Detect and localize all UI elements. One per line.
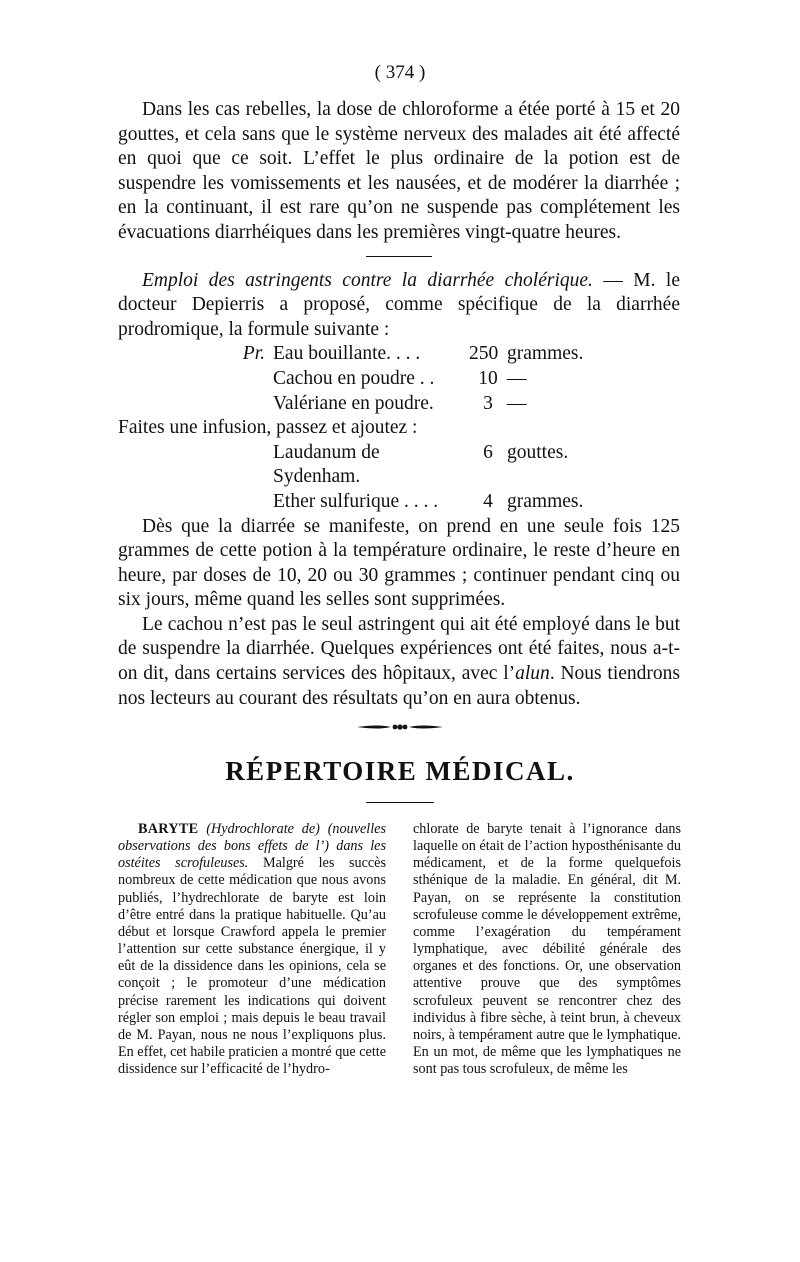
ornament-divider (0, 720, 800, 739)
section-intro: — M. le docteur Depierris a proposé, comme spécifique de la diarrhée prodromique, la formule suivante : (118, 269, 680, 340)
formula-row (118, 392, 680, 417)
paragraph-dosage: Dès que la diarrée se manifeste, on prend en une seule fois 125 grammes de cette potion à la température ordinaire, le reste d’heure en heure, par doses de 10, 20 ou 30 grammes ; continuer pendant cinq ou six jours, même quand les selles sont supprimées. (118, 515, 680, 611)
instruction-line: Faites une infusion, passez et ajoutez : (118, 417, 418, 439)
formula-row (118, 342, 680, 367)
paragraph-cachou-end: . Nous tiendrons nos lecteurs au courant des résultats qu’on en aura obtenus. (118, 663, 680, 709)
ingredient-qty: 3 (483, 392, 493, 414)
formula-block-1 (118, 342, 680, 416)
ingredient-name: Cachou en poudre . . (273, 367, 435, 389)
paragraph-astringents (118, 269, 680, 343)
ornament-icon (357, 720, 443, 734)
ingredient-qty: 4 (483, 490, 493, 512)
ingredient-unit: grammes. (507, 343, 584, 365)
ingredient-qty: 10 (478, 367, 498, 389)
paragraph-cachou (118, 613, 680, 711)
ingredient-unit: — (507, 392, 527, 414)
ingredient-name: Valériane en poudre. (273, 392, 434, 414)
repertoire-title: RÉPERTOIRE MÉDICAL. (225, 756, 575, 786)
formula-block-2 (118, 441, 680, 515)
formula-row (118, 441, 680, 490)
ingredient-unit: grammes. (507, 490, 584, 512)
paragraph-chloroform: Dans les cas rebelles, la dose de chloroforme a étée porté à 15 et 20 gouttes, et cela sans que le système nerveux des malades ait été affecté en quoi que ce soit. L’effet le plus ordinaire de la potion est de suspendre les vomissements et les nausées, et de modérer la diarrhée ; en la continuant, il est rare qu’on ne suspende pas complétement les évacuations diarrhéiques dans les premières vingt-quatre heures. (118, 99, 680, 243)
column-right (413, 821, 681, 1078)
entry-baryte (118, 821, 386, 1078)
formula-prefix: Pr. (242, 343, 265, 365)
ingredient-name: Eau bouillante. . . . (273, 343, 421, 365)
ingredient-unit: gouttes. (507, 441, 569, 463)
title-rule (366, 802, 434, 803)
ingredient-unit: — (507, 367, 527, 389)
ingredient-qty: 250 (469, 343, 499, 365)
page-number: ( 374 ) (374, 62, 426, 83)
formula-row (118, 367, 680, 392)
formula-row (118, 490, 680, 515)
upper-text-block (118, 98, 680, 711)
column-left (118, 821, 386, 1078)
ingredient-name: Ether sulfurique . . . . (273, 490, 439, 512)
entry-subtitle: (Hydrochlorate de) (nouvelles observations des bons effets de l’) dans les ostéites scrofuleuses. (118, 821, 386, 872)
entry-continuation: chlorate de baryte tenait à l’ignorance dans laquelle on était de l’action hyposthénisante du médicament, et de la forme quelquefois sthénique de la maladie. En général, dit M. Payan, on se représente la constitution scrofuleuse comme le développement extrême, comme l’exagération du tempérament lymphatique, avec débilité générale des organes et des fonctions. Or, une observation attentive prouve que des symptômes scrofuleux peuvent se rencontrer chez des individus à fibre sèche, à teint brun, à cheveux noirs, à tempérament autre que le lymphatique. En un mot, de même que les lymphatiques ne sont pas tous scrofuleux, de même les (413, 821, 681, 1078)
section-heading: Emploi des astringents contre la diarrhée cholérique. (142, 269, 593, 291)
alun-term: alun (515, 663, 550, 685)
section-divider (366, 256, 432, 257)
paragraph-cachou-text: Le cachou n’est pas le seul astringent qui ait été employé dans le but de suspendre la diarrhée. Quelques expériences ont été faites, nous a-t-on dit, dans certains services des hôpitaux, avec l’ (118, 613, 680, 685)
entry-body: Malgré les succès nombreux de cette médication que nous avons publiés, l’hydrechlorate de baryte est loin d’être entré dans la pratique habituelle. Qu’au début et lorsque Crawford appela le premier l’attention sur cette substance énergique, il y eût de la dissidence dans les opinions, cela se conçoit ; le promoteur d’une médication précise rarement les indications qui doivent régler son emploi ; mais depuis le beau travail de M. Payan, nous ne nous l’expliquons plus. En effet, cet habile praticien a montré que cette dissidence sur l’efficacité de l’hydro- (118, 855, 387, 1078)
entry-keyword: BARYTE (138, 821, 199, 837)
ingredient-qty: 6 (483, 441, 493, 463)
ingredient-name: Laudanum de Sydenham. (273, 441, 380, 488)
